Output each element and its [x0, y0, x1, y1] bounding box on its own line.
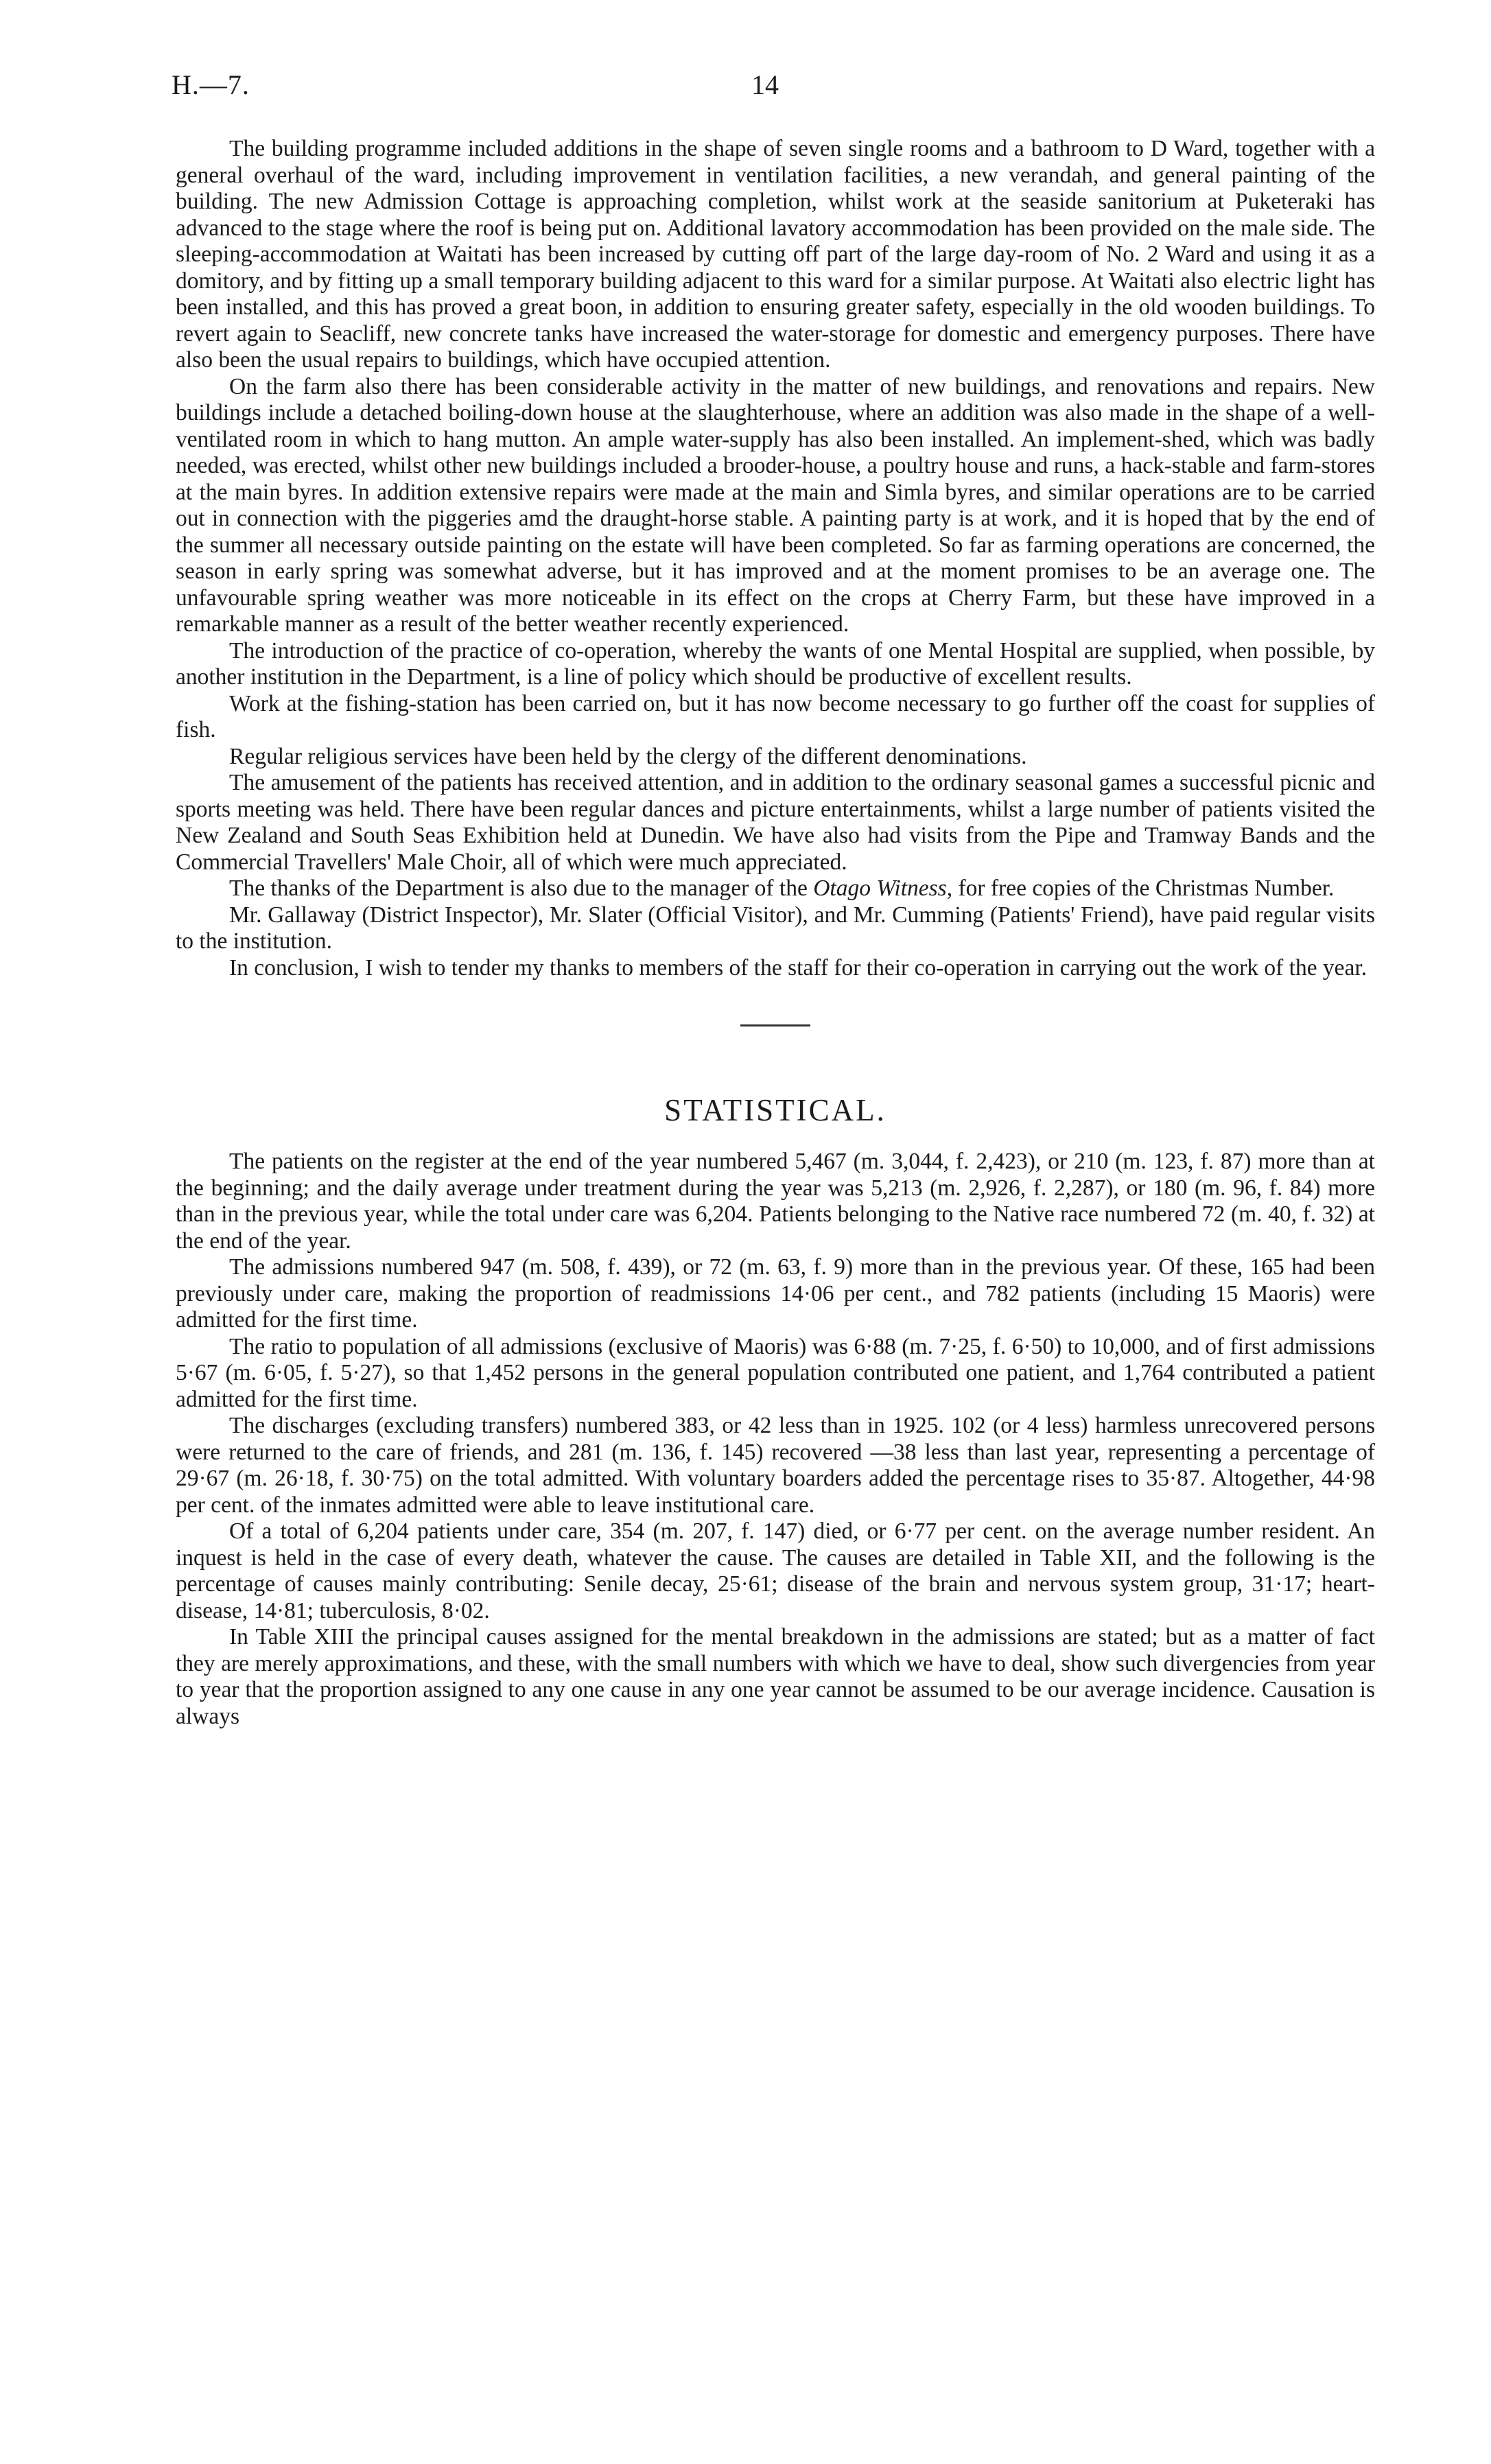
paragraph-thanks — [176, 876, 1375, 902]
thanks-publication-title: Otago Witness — [813, 876, 947, 901]
section-divider — [740, 1024, 810, 1026]
page-header — [172, 69, 1376, 110]
paragraph-religious-services: Regular religious services have been held by the clergy of the different denominations. — [229, 743, 1027, 769]
paragraph-building-programme: The building programme included additions in the shape of seven single rooms and a bathroom to D Ward, together with a general overhaul of the ward, including improvement in ventilation facilities, a new verandah, and general painting of the building. The new Admission Cottage is approaching completion, whilst work at the seaside sanitorium at Puketeraki has advanced to the stage where the roof is being put on. Additional lavatory accommodation has been provided on the male side. The sleeping-accommodation at Waitati has been increased by cutting off part of the large day-room of No. 2 Ward and using it as a domitory, and by fitting up a small temporary building adjacent to this ward for a similar purpose. At Waitati also electric light has been installed, and this has proved a great boon, in addition to ensuring greater safety, especially in the old wooden buildings. To revert again to Seacliff, new concrete tanks have increased the water-storage for domestic and emergency purposes. There have also been the usual repairs to buildings, which have occupied attention. — [176, 136, 1375, 373]
paragraph-amusement: The amusement of the patients has received attention, and in addition to the ordinary seasonal games a successful picnic and sports meeting was held. There have been regular dances and picture entertainments, whilst a large number of patients visited the New Zealand and South Seas Exhibition held at Dunedin. We have also had visits from the Pipe and Tramway Bands and the Commercial Travellers' Male Choir, all of which were much appreciated. — [176, 770, 1375, 875]
paragraph-conclusion: In conclusion, I wish to tender my thanks to members of the staff for their co-operation in carrying out the work of the year. — [229, 954, 1367, 981]
document-reference: H.—7. — [172, 69, 250, 100]
paragraph-ratio: The ratio to population of all admissions (exclusive of Maoris) was 6·88 (m. 7·25, f. 6·50) to 10,000, and of first admissions 5·67 (m. 6·05, f. 5·27), so that 1,452 persons in the general population contributed one patient, and 1,764 contributed a patient admitted for the first time. — [176, 1333, 1375, 1412]
paragraph-register: The patients on the register at the end of the year numbered 5,467 (m. 3,044, f. 2,423), or 210 (m. 123, f. 87) more than at the beginning; and the daily average under treatment during the year was 5,213 (m. 2,926, f. 2,287), or 180 (m. 96, f. 84) more than in the previous year, while the total under care was 6,204. Patients belonging to the Native race numbered 72 (m. 40, f. 32) at the end of the year. — [176, 1149, 1375, 1254]
paragraph-deaths: Of a total of 6,204 patients under care, 354 (m. 207, f. 147) died, or 6·77 per cent. on the average number resident. An inquest is held in the case of every death, whatever the cause. The causes are detailed in Table XII, and the following is the percentage of causes mainly contributing: Senile decay, 25·61; disease of the brain and nervous system group, 31·17; heart-disease, 14·81; tuberculosis, 8·02. — [176, 1518, 1375, 1623]
thanks-text-before: The thanks of the Department is also due to the manager of the — [229, 876, 814, 901]
paragraph-co-operation: The introduction of the practice of co-operation, whereby the wants of one Mental Hospital are supplied, when possible, by another institution in the Department, is a line of policy which should be productive of excellent results. — [176, 637, 1375, 690]
page-number: 14 — [751, 69, 779, 100]
paragraph-visitors: Mr. Gallaway (District Inspector), Mr. Slater (Official Visitor), and Mr. Cumming (Patients' Friend), have paid regular visits to the institution. — [176, 902, 1375, 954]
section-title-statistical: STATISTICAL. — [664, 1093, 887, 1127]
thanks-text-after: , for free copies of the Christmas Number. — [946, 876, 1335, 901]
paragraph-farm: On the farm also there has been considerable activity in the matter of new buildings, and renovations and repairs. New buildings include a detached boiling-down house at the slaughterhouse, where an addition was also made in the shape of a well-ventilated room in which to hang mutton. An ample water-supply has also been installed. An implement-shed, which was badly needed, was erected, whilst other new buildings included a brooder-house, a poultry house and runs, a hack-stable and farm-stores at the main byres. In addition extensive repairs were made at the main and Simla byres, and similar operations are to be carried out in connection with the piggeries amd the draught-horse stable. A painting party is at work, and it is hoped that by the end of the summer all necessary outside painting on the estate will have been completed. So far as farming operations are concerned, the season in early spring was somewhat adverse, but it has improved and at the moment promises to be an average one. The unfavourable spring weather was more noticeable in its effect on the crops at Cherry Farm, but these have improved in a remarkable manner as a result of the better weather recently experienced. — [176, 373, 1375, 637]
paragraph-discharges: The discharges (excluding transfers) numbered 383, or 42 less than in 1925. 102 (or 4 less) harmless unrecovered persons were returned to the care of friends, and 281 (m. 136, f. 145) recovered —38 less than last year, representing a percentage of 29·67 (m. 26·18, f. 30·75) on the total admitted. With voluntary boarders added the percentage rises to 35·87. Altogether, 44·98 per cent. of the inmates admitted were able to leave institutional care. — [176, 1413, 1375, 1518]
paragraph-fishing-station: Work at the fishing-station has been carried on, but it has now become necessary to go further off the coast for supplies of fish. — [176, 690, 1375, 742]
page-body — [176, 136, 1375, 1730]
paragraph-causes: In Table XIII the principal causes assigned for the mental breakdown in the admissions are stated; but as a matter of fact they are merely approximations, and these, with the small numbers with which we have to deal, show such divergencies from year to year that the proportion assigned to any one cause in any one year cannot be assumed to be our average incidence. Causation is always — [176, 1624, 1375, 1729]
paragraph-admissions: The admissions numbered 947 (m. 508, f. 439), or 72 (m. 63, f. 9) more than in the previous year. Of these, 165 had been previously under care, making the proportion of readmissions 14·06 per cent., and 782 patients (including 15 Maoris) were admitted for the first time. — [176, 1254, 1375, 1333]
